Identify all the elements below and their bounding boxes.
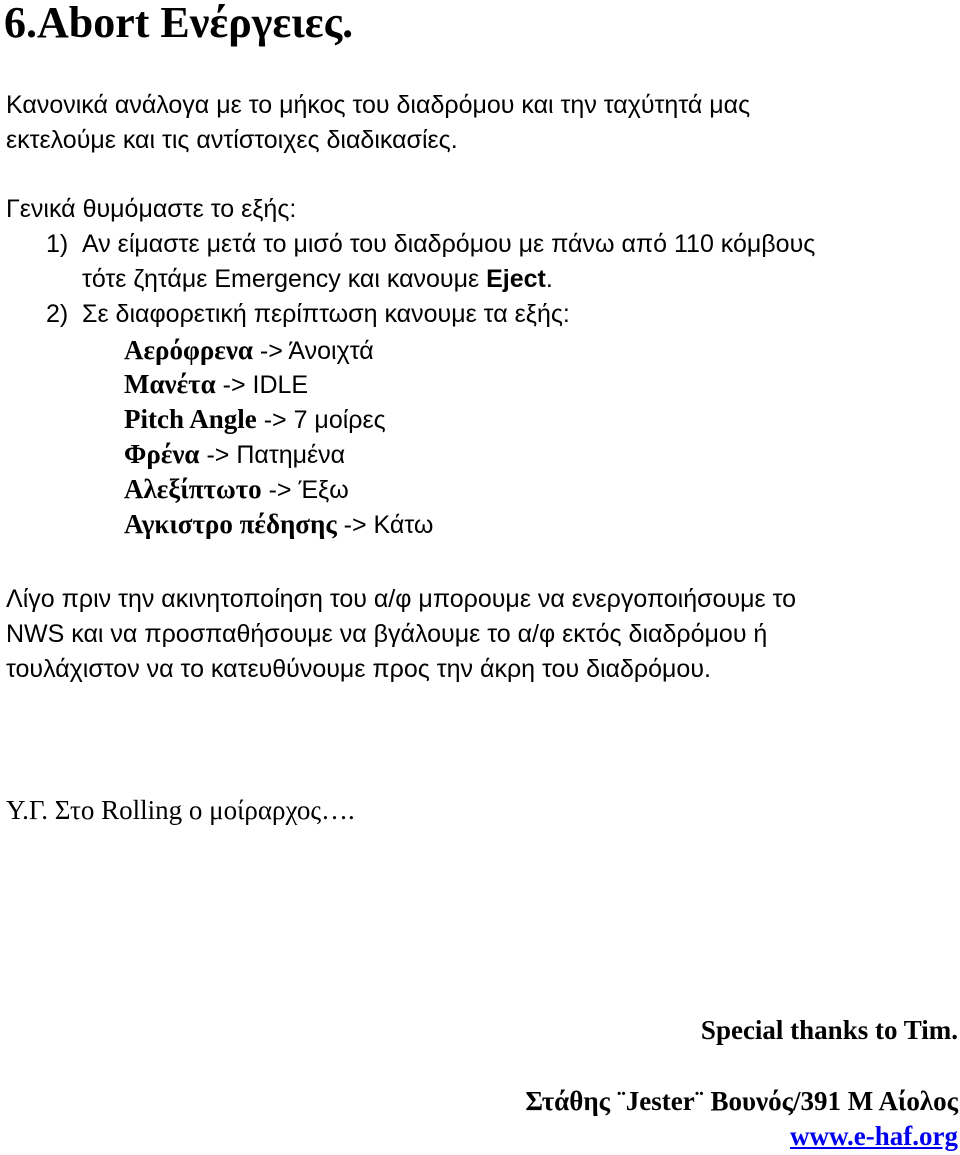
step-value: Άνοιχτά <box>288 337 374 365</box>
page-title: 6.Abort Ενέργειες. <box>4 0 354 47</box>
step-label: Αλεξίπτωτο <box>124 474 262 504</box>
list-item-1-text-2: τότε ζητάμε Emergency και κανουμε <box>82 265 487 293</box>
step-value: Πατημένα <box>236 441 346 469</box>
intro-line-2: εκτελούμε και τις αντίστοιχες διαδικασίες. <box>6 126 458 154</box>
step-value: Κάτω <box>373 511 434 539</box>
step-row <box>124 402 386 437</box>
step-value: 7 μοίρες <box>293 406 386 434</box>
step-row <box>124 507 433 542</box>
step-arrow: -> <box>252 337 289 365</box>
list-number: 2) <box>46 300 69 328</box>
step-arrow: -> <box>215 371 253 399</box>
postscript: Υ.Γ. Στο Rolling ο μοίραρχος…. <box>6 795 355 825</box>
list-number: 1) <box>46 230 69 258</box>
intro-line-1: Κανονικά ανάλογα με το μήκος του διαδρόμου και την ταχύτητά μας <box>6 91 751 119</box>
step-arrow: -> <box>261 476 299 504</box>
step-arrow: -> <box>336 511 374 539</box>
website-link[interactable]: www.e-haf.org <box>790 1121 958 1151</box>
list-item-2-text: Σε διαφορετική περίπτωση κανουμε τα εξής: <box>82 300 570 328</box>
step-value: Έξω <box>298 476 349 504</box>
closing-line-1: Λίγο πριν την ακινητοποίηση του α/φ μπορουμε να ενεργοποιήσουμε το <box>6 585 797 613</box>
step-row <box>124 367 308 402</box>
step-label: Pitch Angle <box>124 404 257 434</box>
website-container <box>790 1119 958 1153</box>
step-label: Μανέτα <box>124 369 216 399</box>
eject-keyword: Eject <box>486 265 546 293</box>
step-label: Φρένα <box>124 439 200 469</box>
list-item-1-text: Αν είμαστε μετά το μισό του διαδρόμου με πάνω από 110 κόμβους <box>82 230 816 258</box>
thanks-note: Special thanks to Tim. <box>700 1015 958 1045</box>
step-row <box>124 472 349 507</box>
list-item-1-continued <box>82 262 553 296</box>
step-arrow: -> <box>256 406 294 434</box>
general-heading: Γενικά θυμόμαστε το εξής: <box>6 195 297 223</box>
step-value: IDLE <box>252 371 309 399</box>
step-row <box>124 333 374 368</box>
list-item-2 <box>46 297 570 331</box>
closing-line-3: τουλάχιστον να το κατευθύνουμε προς την άκρη του διαδρόμου. <box>6 655 711 683</box>
signature: Στάθης ¨Jester¨ Βουνός/391 Μ Αίολος <box>525 1086 958 1116</box>
step-label: Αερόφρενα <box>124 335 253 365</box>
step-arrow: -> <box>199 441 237 469</box>
step-label: Αγκιστρο πέδησης <box>124 509 337 539</box>
step-row <box>124 437 345 472</box>
list-item-1 <box>46 227 815 261</box>
closing-line-2: NWS και να προσπαθήσουμε να βγάλουμε το α/φ εκτός διαδρόμου ή <box>6 620 768 648</box>
period: . <box>545 265 553 293</box>
